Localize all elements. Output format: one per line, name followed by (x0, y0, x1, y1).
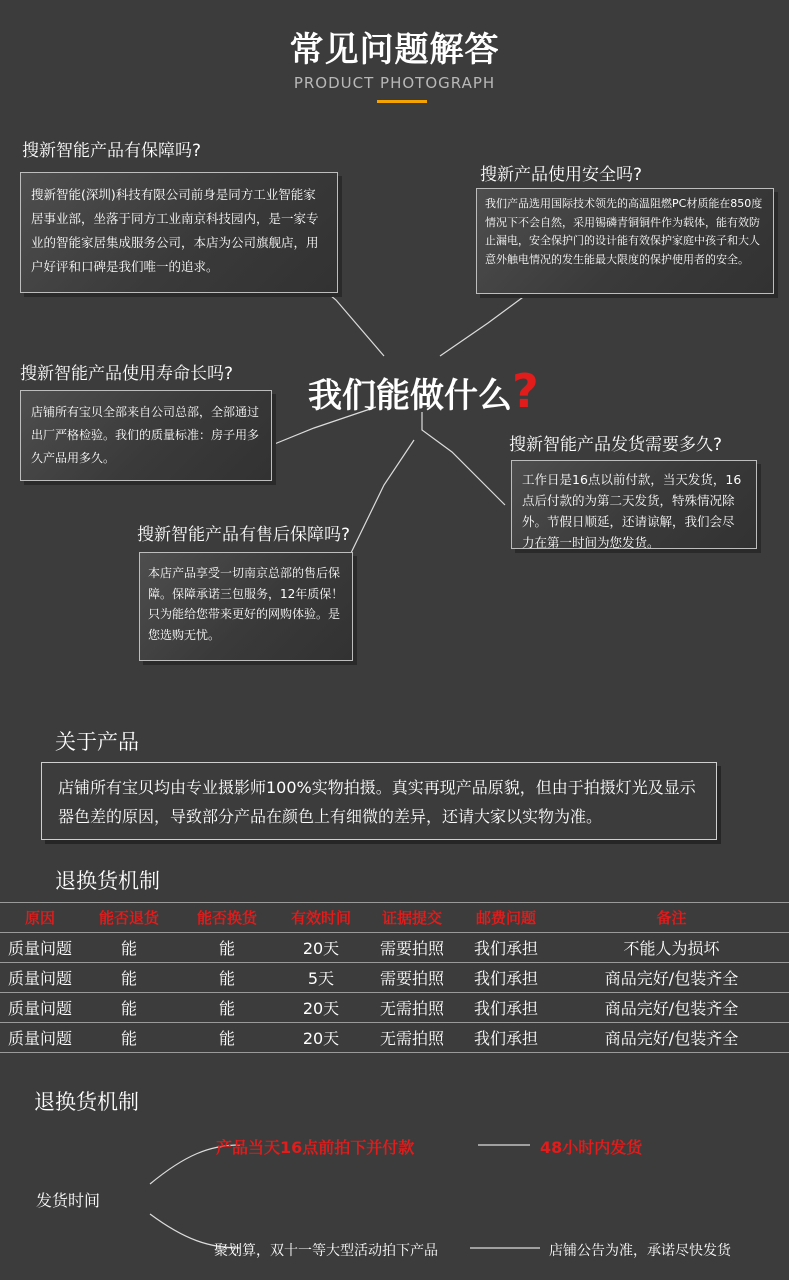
shipping-rule-promo: 聚划算，双十一等大型活动拍下产品 (214, 1243, 438, 1259)
table-cell: 20天 (276, 993, 366, 1023)
table-cell: 商品完好/包装齐全 (554, 963, 789, 993)
about-text: 店铺所有宝贝均由专业摄影师100%实物拍摄。真实再现产品原貌，但由于拍摄灯光及显示器色差的原因，导致部分产品在颜色上有细微的差异，还请大家以实物为准。 (41, 762, 717, 840)
table-cell: 能 (80, 993, 178, 1023)
returns-table (0, 902, 789, 1053)
table-cell: 质量问题 (0, 963, 80, 993)
table-cell: 质量问题 (0, 993, 80, 1023)
page-subtitle: PRODUCT PHOTOGRAPH (293, 74, 496, 92)
red-question-mark: ? (512, 364, 539, 418)
table-cell: 20天 (276, 1023, 366, 1053)
table-cell: 需要拍照 (366, 963, 458, 993)
faq-question-shipping: 搜新智能产品发货需要多久? (509, 435, 723, 455)
table-cell: 不能人为损坏 (554, 933, 789, 963)
about-heading: 关于产品 (55, 730, 139, 754)
col-exchange: 能否换货 (178, 903, 276, 933)
faq-question-warranty: 搜新智能产品有保障吗? (22, 141, 202, 161)
table-cell: 能 (178, 993, 276, 1023)
shipping-label: 发货时间 (36, 1191, 101, 1210)
table-cell: 20天 (276, 933, 366, 963)
col-evidence: 证据提交 (366, 903, 458, 933)
faq-question-lifespan: 搜新智能产品使用寿命长吗? (20, 364, 234, 384)
col-refund: 能否退货 (80, 903, 178, 933)
table-cell: 能 (80, 1023, 178, 1053)
faq-answer-lifespan: 店铺所有宝贝全部来自公司总部，全部通过出厂严格检验。我们的质量标准：房子用多久产品用多久。 (20, 390, 272, 481)
faq-answer-shipping: 工作日是16点以前付款，当天发货，16点后付款的为第二天发货，特殊情况除外。节假日顺延，还请谅解，我们会尽力在第一时间为您发货。 (511, 460, 757, 549)
col-valid-time: 有效时间 (276, 903, 366, 933)
shipping-heading: 退换货机制 (34, 1090, 139, 1114)
col-remark: 备注 (554, 903, 789, 933)
title-underline (377, 100, 427, 103)
table-cell: 质量问题 (0, 1023, 80, 1053)
col-postage: 邮费问题 (458, 903, 554, 933)
faq-question-safety: 搜新产品使用安全吗? (480, 165, 643, 185)
table-cell: 我们承担 (458, 1023, 554, 1053)
table-cell: 能 (80, 963, 178, 993)
shipping-result-promo: 店铺公告为准，承诺尽快发货 (549, 1243, 731, 1259)
faq-center-heading (308, 364, 539, 418)
col-reason: 原因 (0, 903, 80, 933)
table-cell: 能 (178, 963, 276, 993)
table-row (0, 1023, 789, 1053)
table-cell: 需要拍照 (366, 933, 458, 963)
table-cell: 能 (80, 933, 178, 963)
page-title: 常见问题解答 (289, 30, 500, 70)
table-cell: 能 (178, 933, 276, 963)
table-cell: 无需拍照 (366, 993, 458, 1023)
table-row (0, 993, 789, 1023)
table-cell: 质量问题 (0, 933, 80, 963)
table-row (0, 963, 789, 993)
faq-answer-warranty: 搜新智能(深圳)科技有限公司前身是同方工业智能家居事业部，坐落于同方工业南京科技园内，是一家专业的智能家居集成服务公司，本店为公司旗舰店，用户好评和口碑是我们唯一的追求。 (20, 172, 338, 293)
faq-center-text: 我们能做什么 (308, 376, 512, 416)
faq-answer-safety: 我们产品选用国际技术领先的高温阻燃PC材质能在850度情况下不会自然，采用锡磷青铜铜件作为载体，能有效防止漏电，安全保护门的设计能有效保护家庭中孩子和大人意外触电情况的发生能最大限度的保护使用者的安全。 (476, 188, 774, 294)
shipping-result-normal: 48小时内发货 (540, 1138, 643, 1157)
table-cell: 商品完好/包装齐全 (554, 1023, 789, 1053)
shipping-rule-normal: 产品当天16点前拍下并付款 (216, 1138, 415, 1157)
returns-heading: 退换货机制 (55, 869, 160, 893)
table-cell: 5天 (276, 963, 366, 993)
table-header-row (0, 903, 789, 933)
table-row (0, 933, 789, 963)
table-cell: 商品完好/包装齐全 (554, 993, 789, 1023)
table-cell: 能 (178, 1023, 276, 1053)
table-cell: 我们承担 (458, 963, 554, 993)
table-cell: 我们承担 (458, 993, 554, 1023)
table-cell: 无需拍照 (366, 1023, 458, 1053)
table-cell: 我们承担 (458, 933, 554, 963)
faq-question-aftersales: 搜新智能产品有售后保障吗? (137, 525, 351, 545)
faq-answer-aftersales: 本店产品享受一切南京总部的售后保障。保障承诺三包服务，12年质保！只为能给您带来更好的网购体验。是您选购无忧。 (139, 552, 353, 661)
